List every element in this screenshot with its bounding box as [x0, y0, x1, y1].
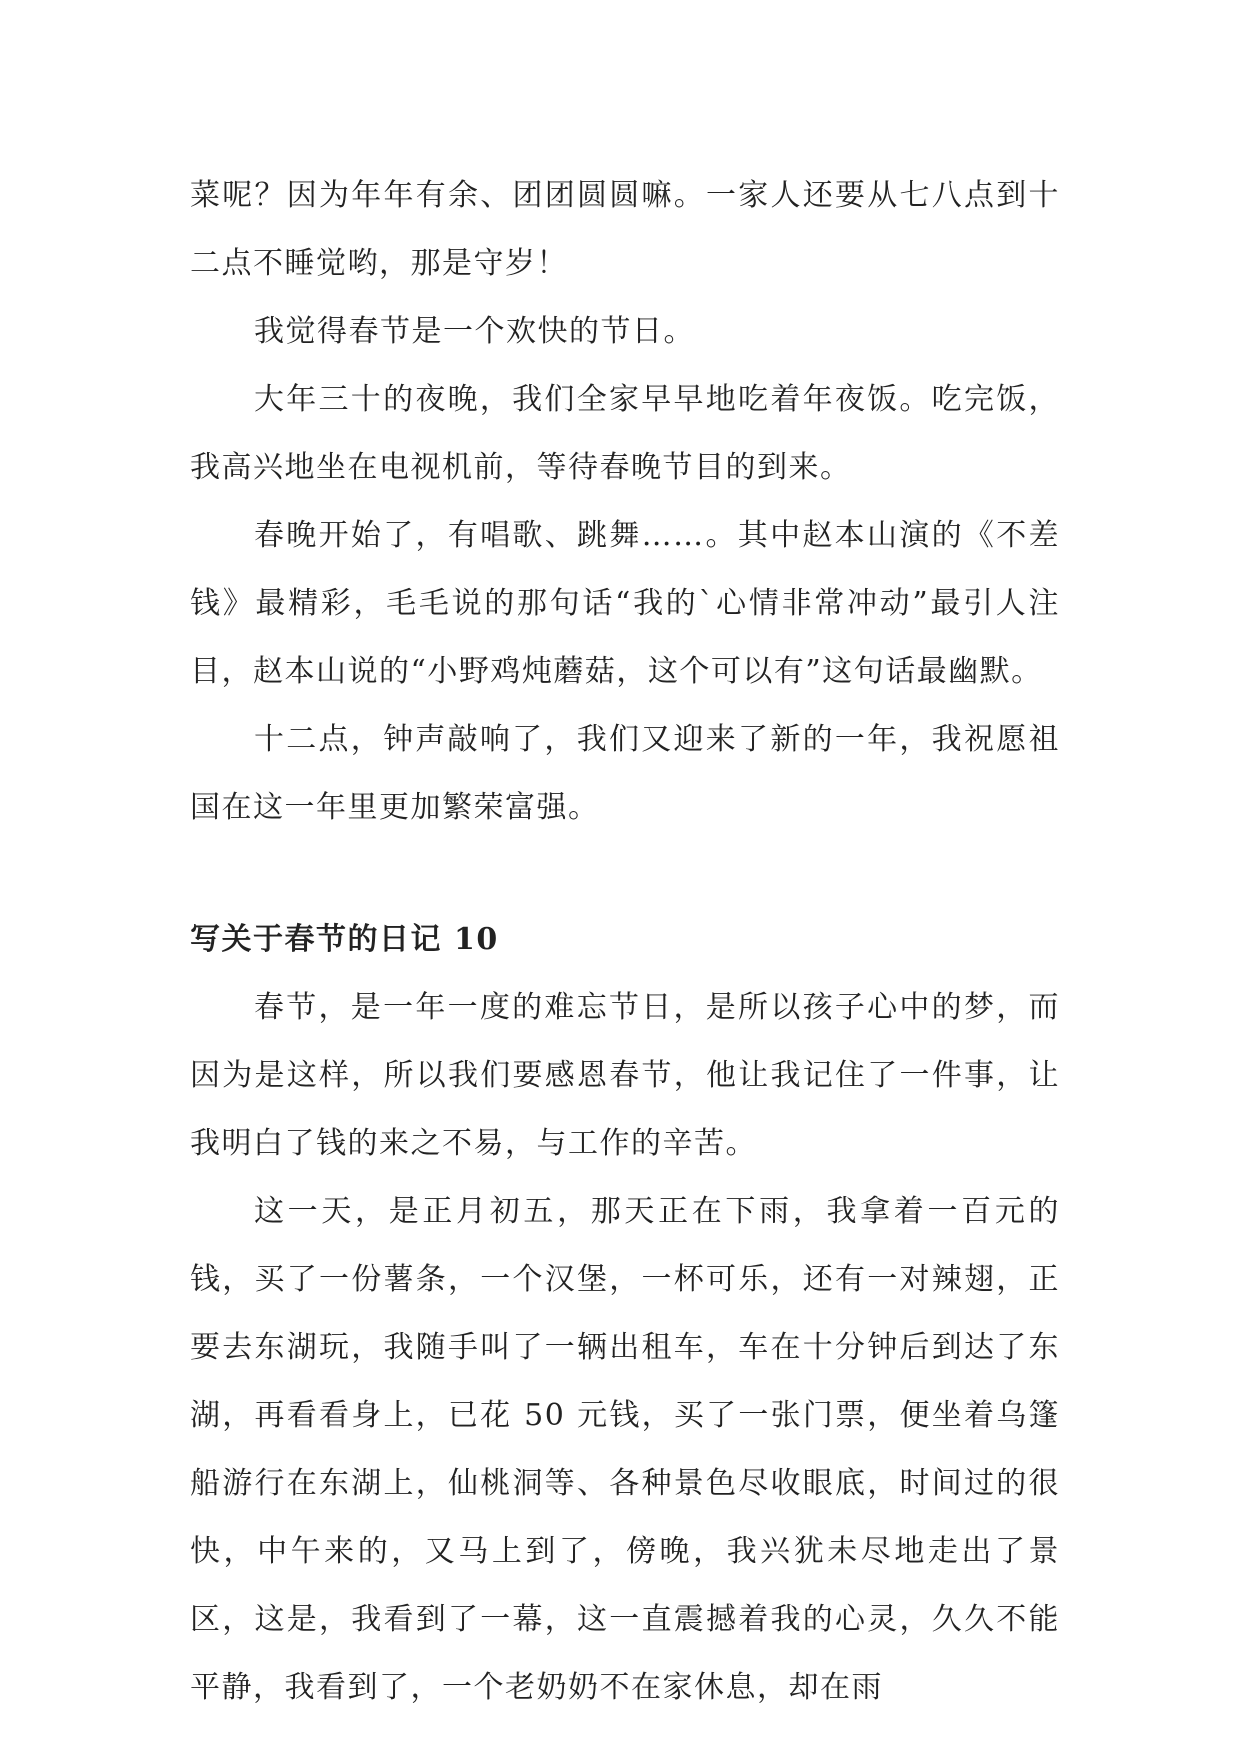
paragraph: 春晚开始了，有唱歌、跳舞……。其中赵本山演的《不差钱》最精彩，毛毛说的那句话“我的`心情非常冲动”最引人注目，赵本山说的“小野鸡炖蘑菇，这个可以有”这句话最幽默。 [190, 518, 1060, 689]
section-title: 写关于春节的日记 10 [190, 922, 499, 957]
paragraph: 大年三十的夜晚，我们全家早早地吃着年夜饭。吃完饭，我高兴地坐在电视机前，等待春晚节目的到来。 [190, 382, 1060, 485]
paragraph-continuation: 菜呢？因为年年有余、团团圆圆嘛。一家人还要从七八点到十二点不睡觉哟，那是守岁！ [190, 178, 1060, 281]
paragraph: 这一天，是正月初五，那天正在下雨，我拿着一百元的钱，买了一份薯条，一个汉堡，一杯可乐，还有一对辣翅，正要去东湖玩，我随手叫了一辆出租车，车在十分钟后到达了东湖，再看看身上，已花 50 元钱，买了一张门票，便坐着乌篷船游行在东湖上，仙桃洞等、各种景色尽收眼底，时间过的很快，中午来的，又马上到了，傍晚，我兴犹未尽地走出了景区，这是，我看到了一幕，这一直震撼着我的心灵，久久不能平静，我看到了，一个老奶奶不在家休息，却在雨 [190, 1194, 1060, 1705]
paragraph: 春节，是一年一度的难忘节日，是所以孩子心中的梦，而因为是这样，所以我们要感恩春节，他让我记住了一件事，让我明白了钱的来之不易，与工作的辛苦。 [190, 990, 1060, 1161]
section-spacer [190, 842, 1060, 906]
paragraph: 我觉得春节是一个欢快的节日。 [254, 314, 695, 349]
paragraph: 十二点，钟声敲响了，我们又迎来了新的一年，我祝愿祖国在这一年里更加繁荣富强。 [190, 722, 1060, 825]
document-body [190, 162, 1060, 1722]
